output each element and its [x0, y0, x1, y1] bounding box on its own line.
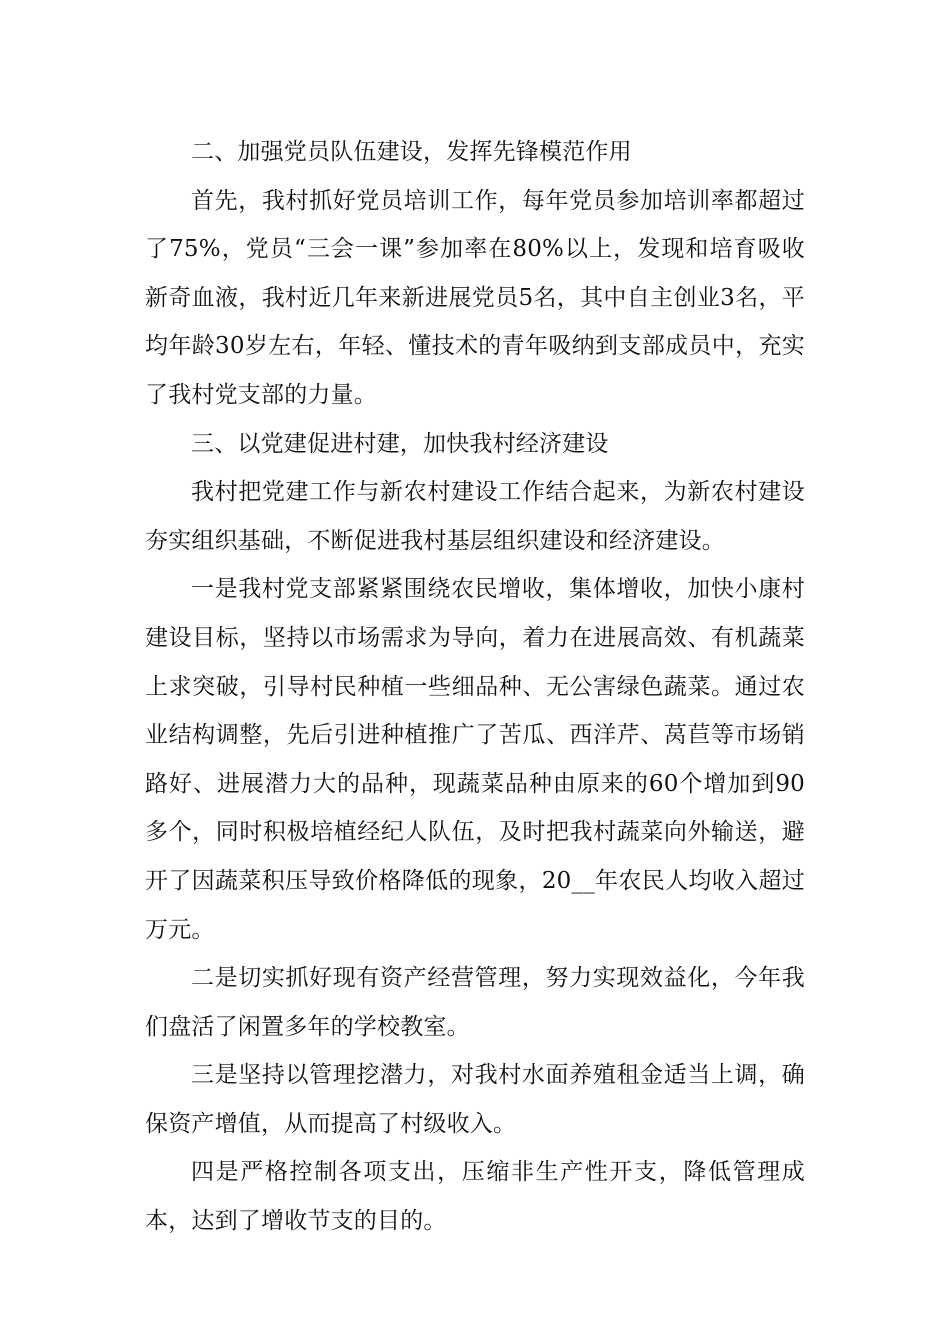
paragraph-point-one-vegetables: 一是我村党支部紧紧围绕农民增收，集体增收，加快小康村建设目标，坚持以市场需求为导向，着力在进展高效、有机蔬菜上求突破，引导村民种植一些细品种、无公害绿色蔬菜。通过农业结构调整，先后引进种植推广了苦瓜、西洋芹、莴苣等市场销路好、进展潜力大的品种，现蔬菜品种由原来的60个增加到90多个，同时积极培植经纪人队伍，及时把我村蔬菜向外输送，避开了因蔬菜积压导致价格降低的现象，20__年农民人均收入超过万元。 [145, 576, 805, 943]
document-body [145, 128, 805, 1246]
paragraph-point-four-expenses: 四是严格控制各项支出，压缩非生产性开支，降低管理成本，达到了增收节支的目的。 [145, 1159, 805, 1235]
section-heading-3: 三、以党建促进村建，加快我村经济建设 [191, 430, 609, 457]
paragraph-party-village-integration: 我村把党建工作与新农村建设工作结合起来，为新农村建设夯实组织基础，不断促进我村基层组织建设和经济建设。 [145, 479, 805, 554]
paragraph-point-three-management: 三是坚持以管理挖潜力，对我村水面养殖租金适当上调，确保资产增值，从而提高了村级收入。 [145, 1062, 805, 1137]
paragraph-party-training: 首先，我村抓好党员培训工作，每年党员参加培训率都超过了75%，党员“三会一课”参加率在80%以上，发现和培育吸收新奇血液，我村近几年来新进展党员5名，其中自主创业3名，平均年龄30岁左右，年轻、懂技术的青年吸纳到支部成员中，充实了我村党支部的力量。 [145, 187, 805, 408]
paragraph-point-two-assets: 二是切实抓好现有资产经营管理，努力实现效益化，今年我们盘活了闲置多年的学校教室。 [145, 965, 805, 1040]
section-heading-2: 二、加强党员队伍建设，发挥先锋模范作用 [191, 139, 632, 165]
